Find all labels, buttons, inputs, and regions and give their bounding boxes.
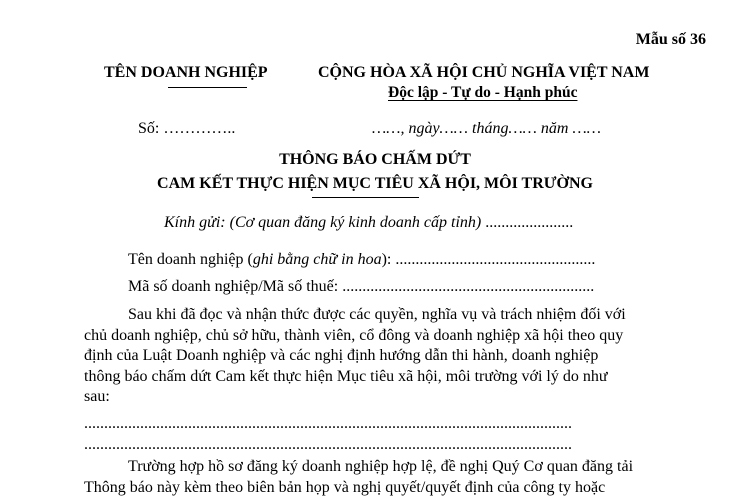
document-title-line-1: THÔNG BÁO CHẤM DỨT	[279, 151, 471, 168]
reason-line: ..........................................................................................................................	[84, 436, 572, 453]
paragraph-line: Sau khi đã đọc và nhận thức được các quyền, nghĩa vụ và trách nhiệm đối với	[128, 306, 626, 323]
addressee-dots: ......................	[481, 214, 574, 231]
addressee-value: (Cơ quan đăng ký kinh doanh cấp tỉnh)	[229, 214, 482, 231]
tax-code-field	[128, 278, 594, 296]
statement-paragraph	[84, 305, 684, 408]
national-motto: Độc lập - Tự do - Hạnh phúc	[388, 84, 578, 101]
paragraph-line: Trường hợp hồ sơ đăng ký doanh nghiệp hợp lệ, đề nghị Quý Cơ quan đăng tải	[128, 458, 634, 475]
addressee-line	[164, 214, 573, 232]
organization-underline	[168, 87, 247, 88]
company-name-label: Tên doanh nghiệp (	[128, 251, 253, 268]
company-name-hint: ghi bằng chữ in hoa	[252, 251, 382, 268]
place-and-date: ……, ngày…… tháng…… năm ……	[372, 120, 601, 137]
request-paragraph	[84, 456, 684, 498]
reason-line: ..........................................................................................................................	[84, 415, 572, 432]
national-title: CỘNG HÒA XÃ HỘI CHỦ NGHĨA VIỆT NAM	[318, 64, 650, 81]
form-number: Mẫu số 36	[635, 31, 706, 48]
organization-name: TÊN DOANH NGHIỆP	[104, 64, 268, 81]
tax-code-fill: ...............................................................	[338, 278, 595, 295]
title-underline	[312, 197, 419, 198]
paragraph-line: thông báo chấm dứt Cam kết thực hiện Mục tiêu xã hội, môi trường với lý do như	[84, 367, 608, 385]
company-name-field	[128, 251, 595, 269]
tax-code-label: Mã số doanh nghiệp/Mã số thuế:	[128, 278, 339, 295]
document-number: Số: …………..	[138, 120, 236, 137]
paragraph-line: định của Luật Doanh nghiệp và các nghị định hướng dẫn thi hành, doanh nghiệp	[84, 347, 599, 364]
paragraph-line: Thông báo này kèm theo biên bản họp và nghị quyết/quyết định của công ty hoặc	[84, 479, 606, 496]
addressee-label: Kính gửi:	[164, 214, 230, 231]
paragraph-line: sau:	[84, 388, 110, 405]
document-title-line-2: CAM KẾT THỰC HIỆN MỤC TIÊU XÃ HỘI, MÔI TRƯỜNG	[157, 175, 593, 192]
company-name-fill: ): ..................................................	[381, 251, 596, 268]
paragraph-line: chủ doanh nghiệp, chủ sở hữu, thành viên, cổ đông và doanh nghiệp xã hội theo quy	[84, 326, 624, 344]
